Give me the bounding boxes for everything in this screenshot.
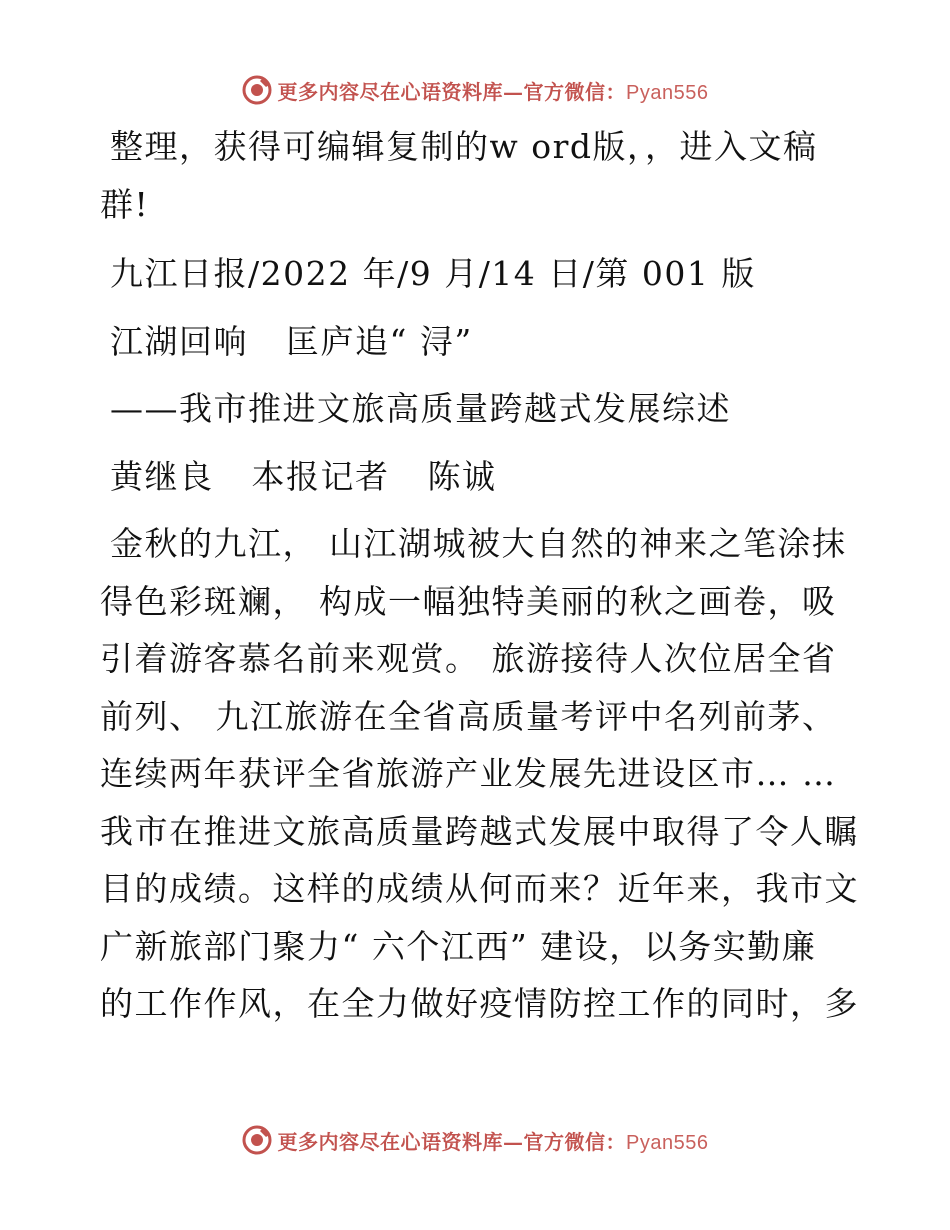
brand-logo-icon bbox=[242, 75, 272, 105]
article-subtitle: ——我市推进文旅高质量跨越式发展综述 bbox=[110, 389, 731, 428]
watermark-text: 更多内容尽在心语资料库—官方微信：Pyan556 bbox=[277, 1129, 709, 1154]
paragraph-line: 广新旅部门聚力“ 六个江西” 建设，以务实勤廉 bbox=[100, 926, 817, 966]
document-body bbox=[100, 118, 859, 1033]
header-watermark bbox=[0, 70, 950, 110]
paragraph-line: 的工作作风，在全力做好疫情防控工作的同时，多 bbox=[100, 984, 859, 1023]
paragraph-line: 目的成绩。这样的成绩从何而来？近年来，我市文 bbox=[100, 869, 859, 908]
source-line: 九江日报/2022 年/9 月/14 日/第 001 版 bbox=[110, 254, 756, 293]
paragraph-line: 得色彩斑斓， 构成一幅独特美丽的秋之画卷，吸 bbox=[100, 581, 837, 621]
byline: 黄继良 本报记者 陈诚 bbox=[110, 456, 497, 496]
article-title: 江湖回响 匡庐追“ 浔” bbox=[110, 321, 473, 361]
brand-logo-icon bbox=[242, 1125, 272, 1155]
intro-line: 群! bbox=[100, 184, 150, 224]
footer-watermark bbox=[0, 1120, 950, 1160]
paragraph-line: 我市在推进文旅高质量跨越式发展中取得了令人瞩 bbox=[100, 811, 859, 851]
intro-line: 整理，获得可编辑复制的w ord版，，进入文稿 bbox=[110, 127, 818, 166]
paragraph-line: 金秋的九江， 山江湖城被大自然的神来之笔涂抹 bbox=[110, 524, 847, 563]
watermark-text: 更多内容尽在心语资料库—官方微信：Pyan556 bbox=[277, 79, 709, 104]
paragraph-line: 引着游客慕名前来观赏。 旅游接待人次位居全省 bbox=[100, 639, 837, 678]
article-paragraph bbox=[100, 515, 859, 1033]
paragraph-line: 连续两年获评全省旅游产业发展先进设区市… … bbox=[100, 754, 837, 793]
paragraph-line: 前列、 九江旅游在全省高质量考评中名列前茅、 bbox=[100, 696, 837, 736]
